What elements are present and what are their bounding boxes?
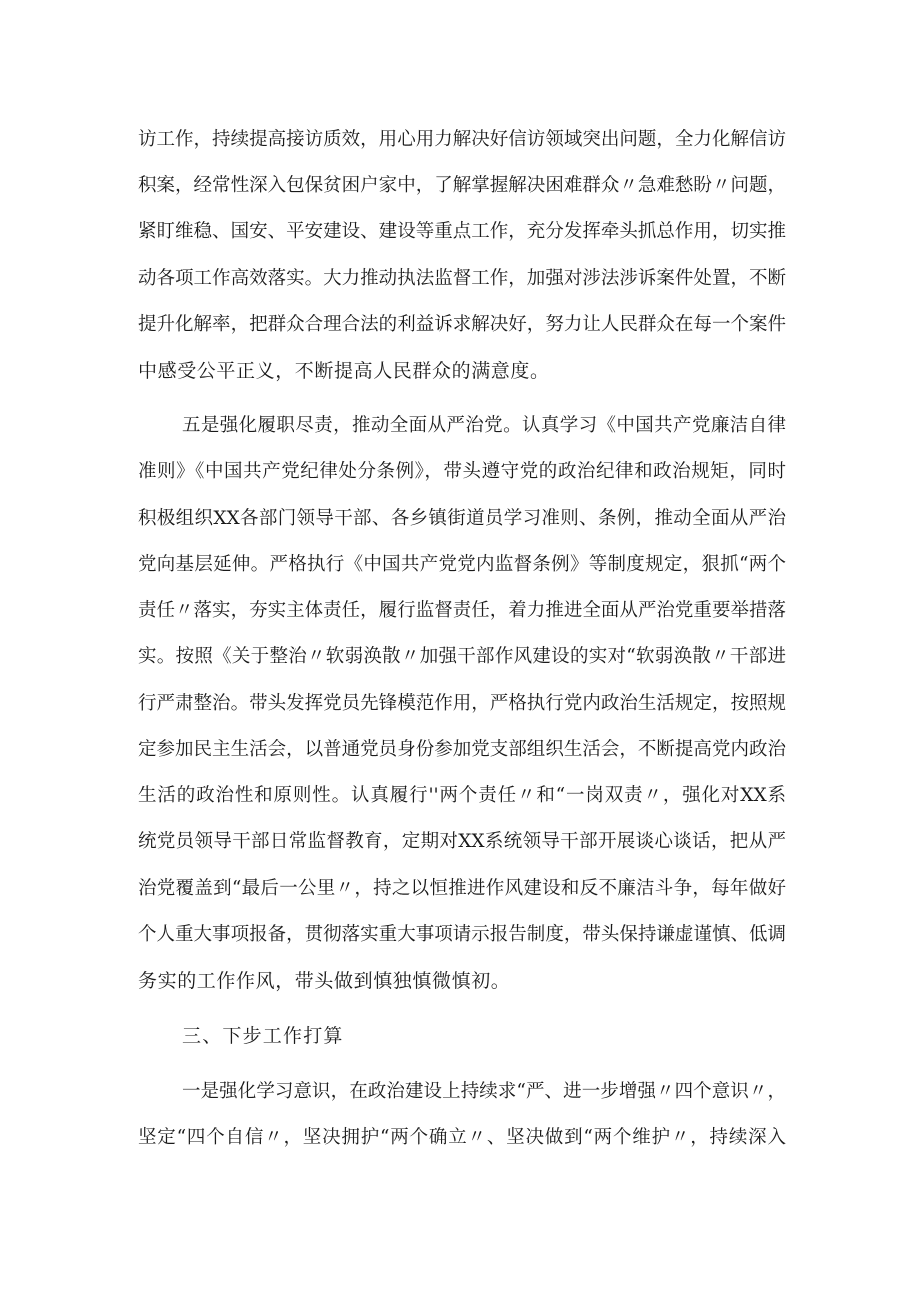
paragraph-1-line: 积案，经常性深入包保贫困户家中，了解掌握解决困难群众〃急难愁盼〃问题， [138, 175, 786, 196]
paragraph-2-line: 定参加民主生活会，以普通党员身份参加党支部组织生活会，不断提高党内政治 [138, 739, 786, 760]
paragraph-2-line: 统党员领导干部日常监督教育，定期对XX系统领导干部开展谈心谈话，把从严 [138, 831, 786, 852]
paragraph-2-line: 准则》《中国共产党纪律处分条例》，带头遵守党的政治纪律和政治规矩，同时 [138, 461, 786, 482]
paragraph-2-line: 生活的政治性和原则性。认真履行''两个责任〃和“一岗双责〃，强化对XX系 [138, 785, 786, 806]
paragraph-2-line: 党向基层延伸。严格执行《中国共产党党内监督条例》等制度规定，狠抓“两个 [138, 554, 786, 575]
paragraph-1-line: 动各项工作高效落实。大力推动执法监督工作，加强对涉法涉诉案件处置，不断 [138, 268, 786, 289]
paragraph-2-line: 治党覆盖到“最后一公里〃，持之以恒推进作风建设和反不廉洁斗争，每年做好 [138, 878, 786, 899]
paragraph-3-line: 一是强化学习意识，在政治建设上持续求“严、进一步增强〃四个意识〃， [182, 1081, 786, 1102]
paragraph-2-line: 五是强化履职尽责，推动全面从严治党。认真学习《中国共产党廉洁自律 [182, 415, 786, 436]
paragraph-2-line: 个人重大事项报备，贯彻落实重大事项请示报告制度，带头保持谦虚谨慎、低调 [138, 924, 786, 945]
paragraph-1-line: 访工作，持续提高接访质效，用心用力解决好信访领域突出问题，全力化解信访 [138, 129, 786, 150]
paragraph-1-line: 中感受公平正义，不断提高人民群众的满意度。 [138, 360, 550, 382]
paragraph-2-line: 实。按照《关于整治〃软弱涣散〃加强干部作风建设的实对“软弱涣散〃干部进 [138, 646, 786, 667]
paragraph-3-line: 坚定“四个自信〃，坚决拥护“两个确立〃、坚决做到“两个维护〃，持续深入 [138, 1127, 786, 1148]
paragraph-2-line: 积极组织XX各部门领导干部、各乡镇街道员学习准则、条例，推动全面从严治 [138, 508, 786, 529]
paragraph-2-line: 务实的工作作风，带头做到慎独慎微慎初。 [138, 970, 511, 992]
section-heading: 三、下步工作打算 [182, 1025, 344, 1047]
paragraph-2-line: 行严肃整治。带头发挥党员先锋模范作用，严格执行党内政治生活规定，按照规 [138, 693, 786, 714]
paragraph-2-line: 责任〃落实，夯实主体责任，履行监督责任，着力推进全面从严治党重要举措落 [138, 600, 786, 621]
paragraph-1-line: 提升化解率，把群众合理合法的利益诉求解决好，努力让人民群众在每一个案件 [138, 314, 786, 335]
paragraph-1-line: 紧盯维稳、国安、平安建设、建设等重点工作，充分发挥牵头抓总作用，切实推 [138, 221, 786, 242]
